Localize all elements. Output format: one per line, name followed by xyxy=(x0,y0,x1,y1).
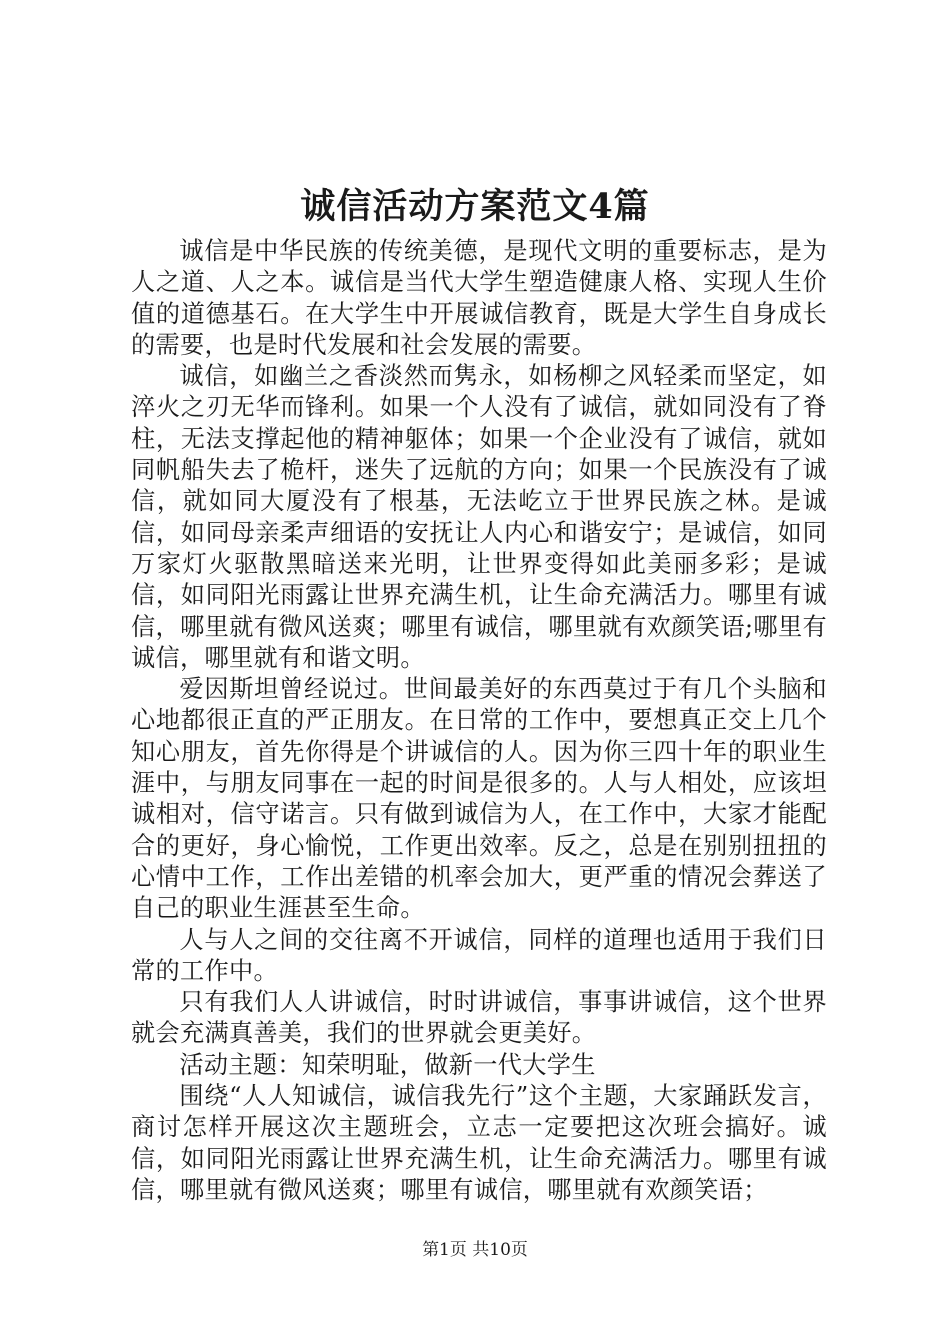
paragraph-einstein-quote: 爱因斯坦曾经说过。世间最美好的东西莫过于有几个头脑和心地都很正直的严正朋友。在日常的工作中，要想真正交上几个知心朋友，首先你得是个讲诚信的人。因为你三四十年的职业生涯中，与朋友同事在一起的时间是很多的。人与人相处，应该坦诚相对，信守诺言。只有做到诚信为人，在工作中，大家才能配合的更好，身心愉悦，工作更出效率。反之，总是在别别扭扭的心情中工作，工作出差错的机率会加大，更严重的情况会葬送了自己的职业生涯甚至生命。 xyxy=(131,675,827,923)
paragraph-discussion: 围绕“人人知诚信，诚信我先行”这个主题，大家踊跃发言，商讨怎样开展这次主题班会，立志一定要把这次班会搞好。诚信，如同阳光雨露让世界充满生机，让生命充满活力。哪里有诚信，哪里就有微风送爽；哪里有诚信，哪里就有欢颜笑语； xyxy=(131,1082,827,1204)
document-body xyxy=(131,236,827,1206)
paragraph-activity-theme: 活动主题：知荣明耻，做新一代大学生 xyxy=(179,1050,596,1079)
page-number-footer: 第1页 共10页 xyxy=(422,1240,528,1260)
paragraph-integrity-metaphors: 诚信，如幽兰之香淡然而隽永，如杨柳之风轻柔而坚定，如淬火之刃无华而锋利。如果一个人没有了诚信，就如同没有了脊柱，无法支撑起他的精神躯体；如果一个企业没有了诚信，就如同帆船失去了桅杆，迷失了远航的方向；如果一个民族没有了诚信，就如同大厦没有了根基，无法屹立于世界民族之林。是诚信，如同母亲柔声细语的安抚让人内心和谐安宁；是诚信，如同万家灯火驱散黑暗送来光明，让世界变得如此美丽多彩；是诚信，如同阳光雨露让世界充满生机，让生命充满活力。哪里有诚信，哪里就有微风送爽；哪里有诚信，哪里就有欢颜笑语;哪里有诚信，哪里就有和谐文明。 xyxy=(131,362,827,672)
paragraph-better-world: 只有我们人人讲诚信，时时讲诚信，事事讲诚信，这个世界就会充满真善美，我们的世界就会更美好。 xyxy=(131,988,827,1048)
document-title: 诚信活动方案范文4篇 xyxy=(300,186,650,227)
paragraph-intro: 诚信是中华民族的传统美德，是现代文明的重要标志，是为人之道、人之本。诚信是当代大学生塑造健康人格、实现人生价值的道德基石。在大学生中开展诚信教育，既是大学生自身成长的需要，也是时代发展和社会发展的需要。 xyxy=(131,237,827,359)
paragraph-interpersonal: 人与人之间的交往离不开诚信，同样的道理也适用于我们日常的工作中。 xyxy=(131,925,827,985)
